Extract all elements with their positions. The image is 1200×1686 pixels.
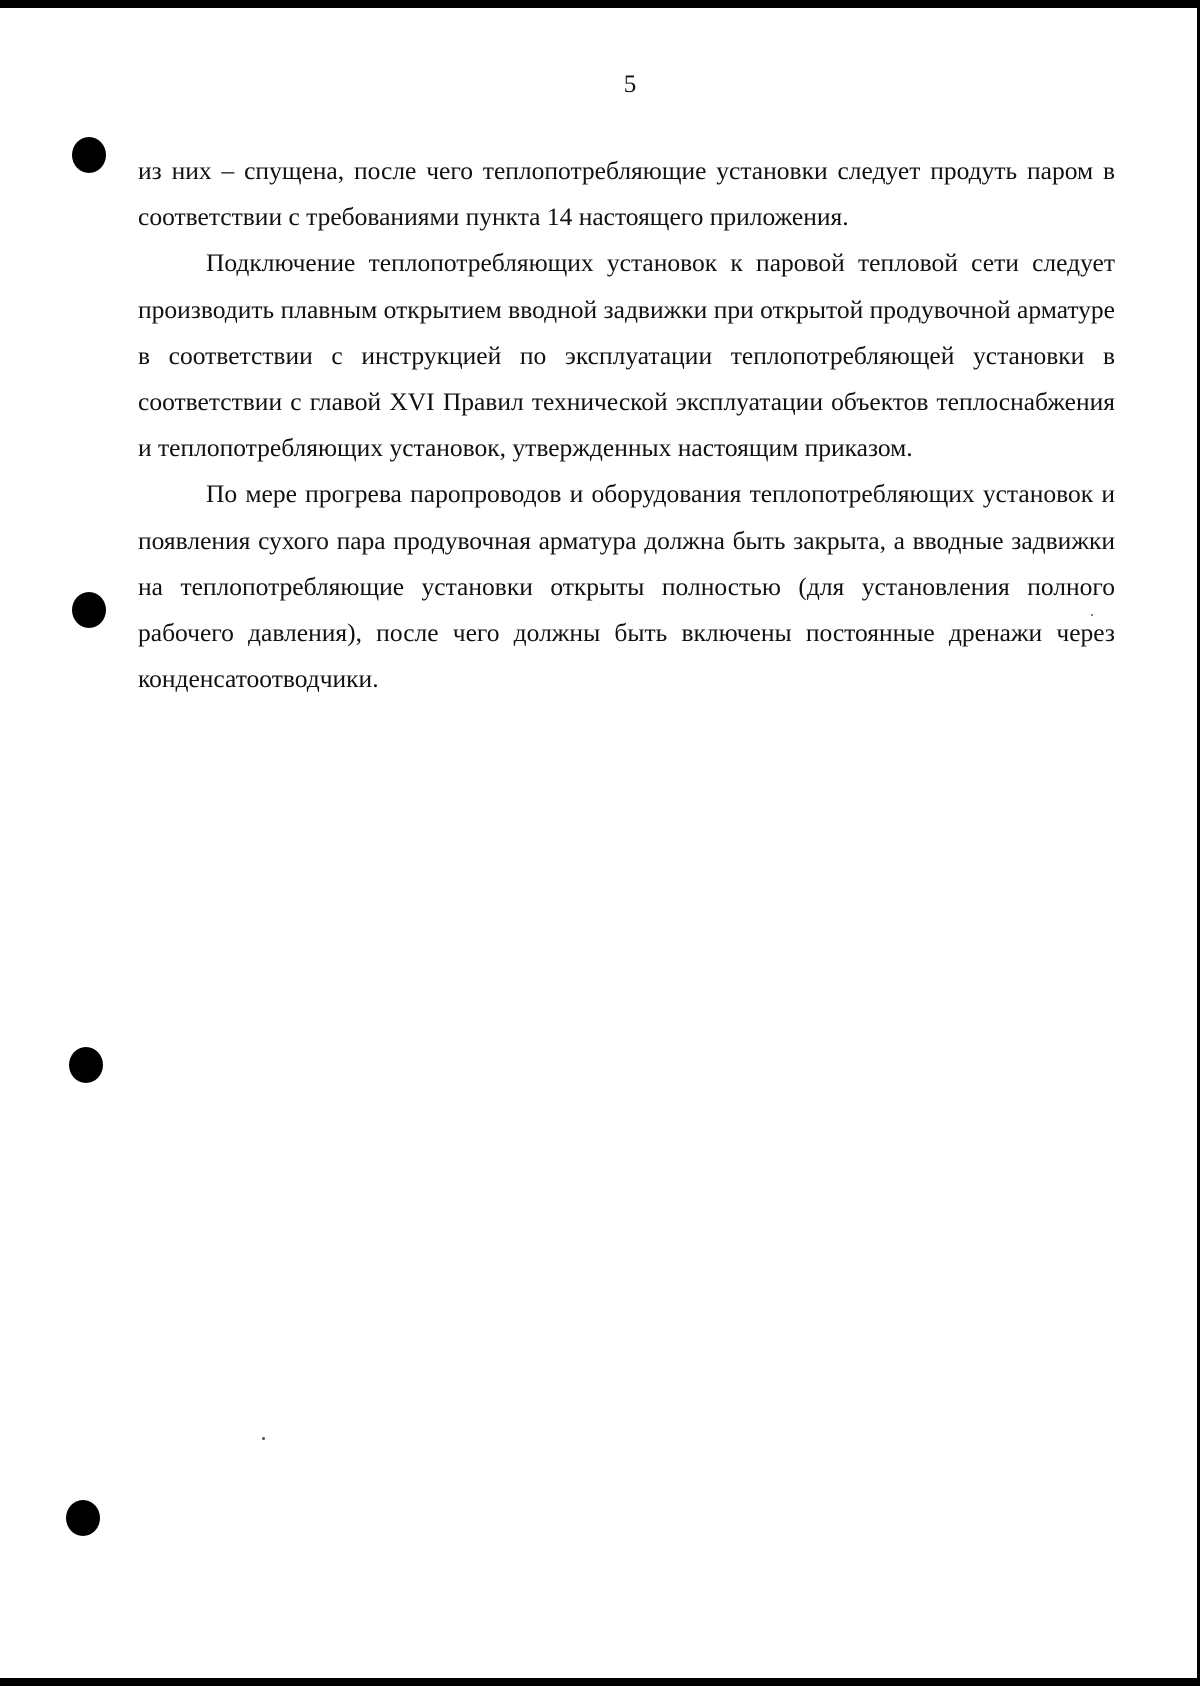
paragraph-3: По мере прогрева паропроводов и оборудования теплопотребляющих установок и появления сухого пара продувочная арматура должна быть закрыта, а вводные задвижки на теплопотребляющие установки открыты полностью (для установления полного рабочего давления), после чего должны быть включены постоянные дренажи через конденсатоотводчики. — [138, 479, 1115, 694]
scan-border-top — [0, 0, 1200, 8]
document-body — [138, 148, 1115, 702]
punch-hole — [72, 592, 106, 628]
scan-speck — [262, 1437, 265, 1440]
punch-hole — [69, 1047, 103, 1083]
page-number: 5 — [623, 71, 637, 98]
paragraph-2: Подключение теплопотребляющих установок к паровой тепловой сети следует производить плавным открытием вводной задвижки при открытой продувочной арматуре в соответствии с инструкцией по эксплуатации теплопотребляющей установки в соответствии с главой XVI Правил технической эксплуатации объектов теплоснабжения и теплопотребляющих установок, утвержденных настоящим приказом. — [138, 248, 1115, 463]
paragraph-1: из них – спущена, после чего теплопотребляющие установки следует продуть паром в соответствии с требованиями пункта 14 настоящего приложения. — [138, 156, 1115, 232]
scan-border-bottom — [0, 1678, 1200, 1686]
punch-hole — [72, 137, 106, 173]
punch-hole — [66, 1500, 100, 1536]
